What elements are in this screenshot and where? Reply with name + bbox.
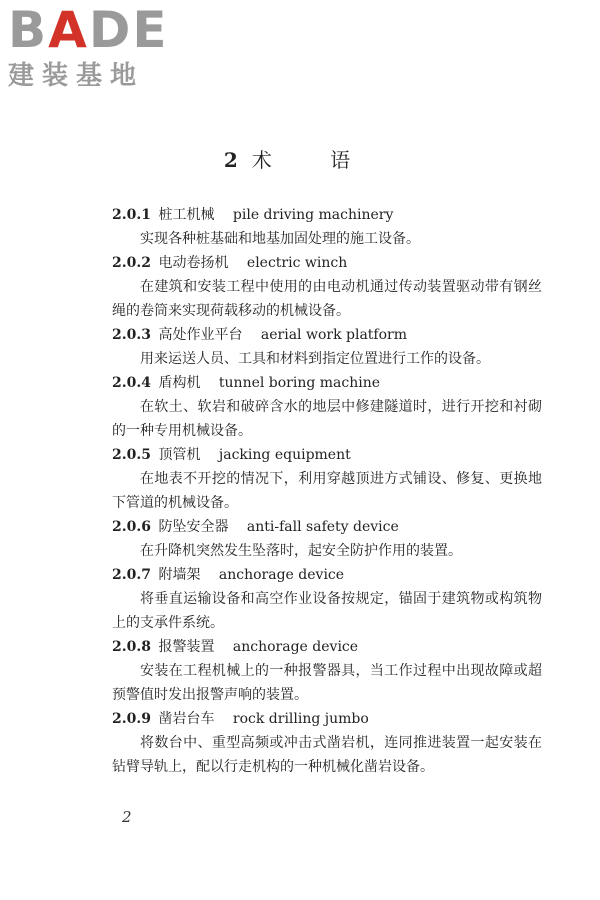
- term-definition: 安装在工程机械上的一种报警器具，当工作过程中出现故障或超预警值时发出报警声响的装置。: [112, 663, 542, 703]
- term-definition: 在升降机突然发生坠落时，起安全防护作用的装置。: [140, 543, 462, 559]
- term-heading: [112, 443, 542, 467]
- term-chinese: 桩工机械: [158, 207, 215, 223]
- term-entry: [112, 515, 542, 563]
- term-entry: [112, 707, 542, 779]
- term-heading: [112, 371, 542, 395]
- logo-letter-e: E: [132, 1, 169, 59]
- term-number: 2.0.5: [112, 447, 151, 463]
- chapter-number: 2: [223, 148, 238, 172]
- terms-list: [112, 203, 542, 779]
- term-chinese: 顶管机: [158, 447, 201, 463]
- logo-letter-d: D: [88, 1, 133, 59]
- term-english: tunnel boring machine: [218, 375, 381, 391]
- term-heading: [112, 707, 542, 731]
- term-number: 2.0.6: [112, 519, 151, 535]
- term-number: 2.0.9: [112, 711, 151, 727]
- logo: [8, 2, 188, 98]
- term-definition: 用来运送人员、工具和材料到指定位置进行工作的设备。: [140, 351, 490, 367]
- term-number: 2.0.4: [112, 375, 151, 391]
- term-number: 2.0.7: [112, 567, 151, 583]
- term-definition: 在软土、软岩和破碎含水的地层中修建隧道时，进行开挖和衬砌的一种专用机械设备。: [112, 399, 542, 439]
- logo-letter-b: B: [8, 1, 49, 59]
- term-number: 2.0.2: [112, 255, 151, 271]
- term-english: aerial work platform: [260, 327, 408, 343]
- term-entry: [112, 323, 542, 371]
- logo-wordmark: [8, 2, 188, 58]
- term-heading: [112, 563, 542, 587]
- term-definition: 在地表不开挖的情况下，利用穿越顶进方式铺设、修复、更换地下管道的机械设备。: [112, 471, 542, 511]
- page-number: 2: [122, 808, 132, 826]
- logo-letter-a: A: [48, 1, 89, 59]
- term-chinese: 电动卷扬机: [158, 255, 229, 271]
- term-english: rock drilling jumbo: [232, 711, 369, 727]
- term-entry: [112, 635, 542, 707]
- term-definition: 实现各种桩基础和地基加固处理的施工设备。: [140, 231, 420, 247]
- term-heading: [112, 251, 542, 275]
- term-english: jacking equipment: [218, 447, 351, 463]
- chapter-title-text: 术 语: [251, 148, 377, 172]
- term-definition: 将数台中、重型高频或冲击式凿岩机，连同推进装置一起安装在钻臂导轨上，配以行走机构的一种机械化凿岩设备。: [112, 735, 542, 775]
- term-entry: [112, 443, 542, 515]
- chapter-title: [0, 144, 600, 173]
- term-entry: [112, 251, 542, 323]
- term-number: 2.0.3: [112, 327, 151, 343]
- term-number: 2.0.8: [112, 639, 151, 655]
- term-definition: 在建筑和安装工程中使用的由电动机通过传动装置驱动带有钢丝绳的卷筒来实现荷载移动的机械设备。: [112, 279, 542, 319]
- term-english: anchorage device: [218, 567, 345, 583]
- term-chinese: 高处作业平台: [158, 327, 243, 343]
- term-chinese: 附墙架: [158, 567, 201, 583]
- term-chinese: 报警装置: [158, 639, 215, 655]
- term-entry: [112, 563, 542, 635]
- term-english: anchorage device: [232, 639, 359, 655]
- term-english: pile driving machinery: [232, 207, 394, 223]
- term-chinese: 防坠安全器: [158, 519, 229, 535]
- term-definition: 将垂直运输设备和高空作业设备按规定，锚固于建筑物或构筑物上的支承件系统。: [112, 591, 542, 631]
- term-heading: [112, 323, 542, 347]
- term-entry: [112, 203, 542, 251]
- term-number: 2.0.1: [112, 207, 151, 223]
- term-chinese: 盾构机: [158, 375, 201, 391]
- term-heading: [112, 515, 542, 539]
- term-entry: [112, 371, 542, 443]
- term-english: anti-fall safety device: [246, 519, 399, 535]
- term-english: electric winch: [246, 255, 348, 271]
- term-heading: [112, 203, 542, 227]
- term-heading: [112, 635, 542, 659]
- logo-subtitle: 建装基地: [8, 61, 145, 91]
- term-chinese: 凿岩台车: [158, 711, 215, 727]
